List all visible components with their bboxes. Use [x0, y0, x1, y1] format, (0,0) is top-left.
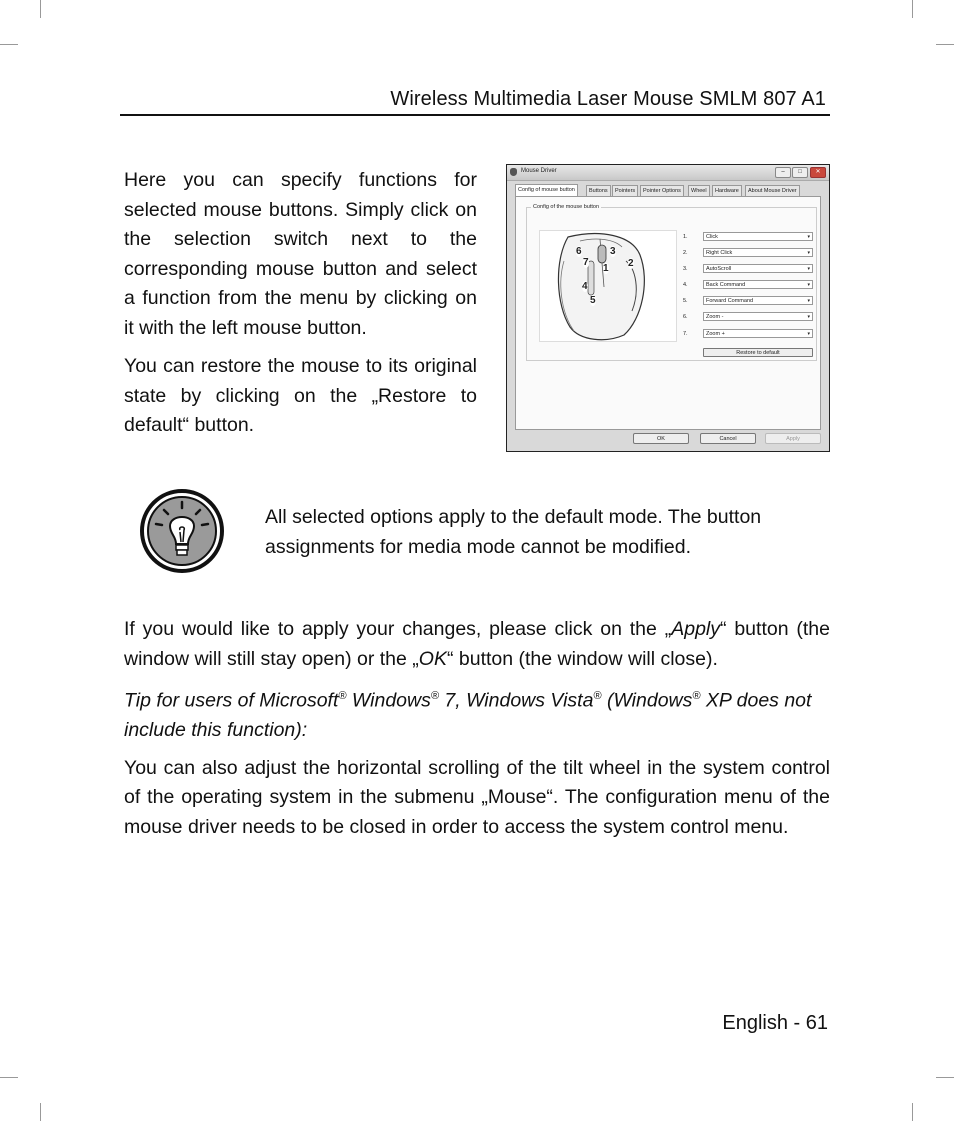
- note-text: All selected options apply to the default mode. The button assignments for media mode cannot be modified.: [265, 506, 762, 558]
- assignment-value: AutoScroll: [706, 266, 732, 272]
- maximize-button[interactable]: □: [792, 167, 808, 178]
- registered-mark: ®: [338, 690, 347, 702]
- assignment-select-7[interactable]: [703, 329, 813, 338]
- intro-paragraph-1: Here you can specify functions for selected mouse buttons. Simply click on the selection switch next to the corresponding mouse button and select a function from the menu by clicking on it with the left mouse button.: [124, 169, 477, 339]
- assignment-select-5[interactable]: [703, 296, 813, 305]
- crop-mark: [0, 1077, 18, 1078]
- assignment-select-4[interactable]: [703, 280, 813, 289]
- apply-paragraph: [124, 615, 830, 674]
- ok-button[interactable]: OK: [633, 433, 689, 444]
- dialog-title: Mouse Driver: [521, 168, 557, 174]
- assignment-row-1: [683, 232, 813, 242]
- assignment-row-5: [683, 296, 813, 306]
- lightbulb-icon: [138, 488, 226, 574]
- text-span: Windows: [346, 689, 431, 712]
- registered-mark: ®: [593, 690, 602, 702]
- text-span: 7, Windows Vista: [438, 689, 594, 712]
- crop-mark: [0, 44, 18, 45]
- config-group: [526, 204, 817, 361]
- assignment-row-7: [683, 329, 813, 339]
- dropdown-arrow-icon: ▾: [807, 266, 810, 272]
- apply-term: Apply: [671, 618, 720, 640]
- intro-paragraph-2: You can restore the mouse to its original state by clicking on the „Restore to default“ button.: [124, 355, 477, 436]
- assignment-value: Forward Command: [706, 298, 754, 304]
- intro-text: [124, 166, 477, 450]
- assignment-number: 3.: [683, 266, 688, 272]
- dropdown-arrow-icon: ▾: [807, 314, 810, 320]
- text-span: (Windows: [601, 689, 693, 712]
- text-span: Tip for users of Microsoft: [124, 689, 339, 712]
- registered-mark: ®: [430, 690, 439, 702]
- dropdown-arrow-icon: ▾: [807, 250, 810, 256]
- assignment-select-3[interactable]: [703, 264, 813, 273]
- tab-about-mouse-driver[interactable]: About Mouse Driver: [745, 185, 800, 196]
- assignment-value: Zoom +: [706, 331, 725, 337]
- assignment-number: 7.: [683, 331, 688, 337]
- assignment-row-2: [683, 248, 813, 258]
- dropdown-arrow-icon: ▾: [807, 282, 810, 288]
- mouse-driver-dialog: [506, 164, 830, 452]
- apply-button[interactable]: Apply: [765, 433, 821, 444]
- system-control-paragraph: You can also adjust the horizontal scrolling of the tilt wheel in the system control of the operating system in the submenu „Mouse“. The configuration menu of the mouse driver needs to be closed in order to access the system control menu.: [124, 756, 830, 838]
- ok-term: OK: [418, 647, 447, 670]
- callout-4: 4: [582, 281, 588, 292]
- text-span: “ button (the window will close).: [446, 647, 718, 670]
- group-title: Config of the mouse button: [533, 204, 600, 210]
- callout-1: 1: [603, 263, 609, 274]
- assignment-value: Back Command: [706, 282, 746, 288]
- page-header: [120, 86, 830, 116]
- callout-2: 2: [628, 258, 634, 269]
- assignment-number: 2.: [683, 250, 688, 256]
- tab-panel: [515, 196, 821, 430]
- mouse-drawing: [540, 231, 676, 341]
- dropdown-arrow-icon: ▾: [807, 331, 810, 337]
- tab-buttons[interactable]: Buttons: [586, 185, 611, 196]
- crop-mark: [40, 1103, 41, 1121]
- assignment-value: Zoom -: [706, 314, 724, 320]
- callout-3: 3: [610, 246, 616, 257]
- dialog-titlebar: [507, 165, 829, 181]
- assignment-select-6[interactable]: [703, 312, 813, 321]
- assignment-number: 1.: [683, 234, 688, 240]
- dropdown-arrow-icon: ▾: [807, 298, 810, 304]
- body-text: [124, 615, 830, 850]
- assignment-select-1[interactable]: [703, 232, 813, 241]
- callout-7: 7: [583, 257, 589, 268]
- crop-mark: [40, 0, 41, 18]
- assignment-number: 6.: [683, 314, 688, 320]
- dropdown-arrow-icon: ▾: [807, 234, 810, 240]
- text-span: XP does not include this function):: [124, 689, 812, 741]
- assignment-number: 5.: [683, 298, 688, 304]
- crop-mark: [912, 0, 913, 18]
- header-title: Wireless Multimedia Laser Mouse SMLM 807 A1: [390, 88, 826, 110]
- dialog-tabs: [515, 185, 821, 195]
- minimize-button[interactable]: –: [775, 167, 791, 178]
- callout-6: 6: [576, 246, 582, 257]
- cancel-button[interactable]: Cancel: [700, 433, 756, 444]
- tab-pointer-options[interactable]: Pointer Options: [640, 185, 684, 196]
- crop-mark: [936, 44, 954, 45]
- close-button[interactable]: ✕: [810, 167, 826, 178]
- registered-mark: ®: [692, 690, 701, 702]
- assignment-number: 4.: [683, 282, 688, 288]
- assignment-row-6: [683, 312, 813, 322]
- text-span: “ button (the window will still stay open) or the „: [124, 618, 830, 670]
- assignment-value: Click: [706, 234, 718, 240]
- mouse-image: [539, 230, 677, 342]
- mouse-icon: [510, 168, 517, 176]
- tab-wheel[interactable]: Wheel: [688, 185, 710, 196]
- restore-default-button[interactable]: Restore to default: [703, 348, 813, 357]
- callout-5: 5: [590, 295, 596, 306]
- text-span: If you would like to apply your changes, please click on the „: [124, 618, 672, 640]
- assignment-select-2[interactable]: [703, 248, 813, 257]
- tab-config-of-mouse-button[interactable]: Config of mouse button: [515, 184, 578, 197]
- tab-pointers[interactable]: Pointers: [612, 185, 638, 196]
- assignment-row-4: [683, 280, 813, 290]
- page-footer: English - 61: [722, 1012, 828, 1034]
- assignment-value: Right Click: [706, 250, 733, 256]
- tip-heading: [124, 682, 830, 746]
- crop-mark: [936, 1077, 954, 1078]
- tab-hardware[interactable]: Hardware: [712, 185, 742, 196]
- crop-mark: [912, 1103, 913, 1121]
- assignment-row-3: [683, 264, 813, 274]
